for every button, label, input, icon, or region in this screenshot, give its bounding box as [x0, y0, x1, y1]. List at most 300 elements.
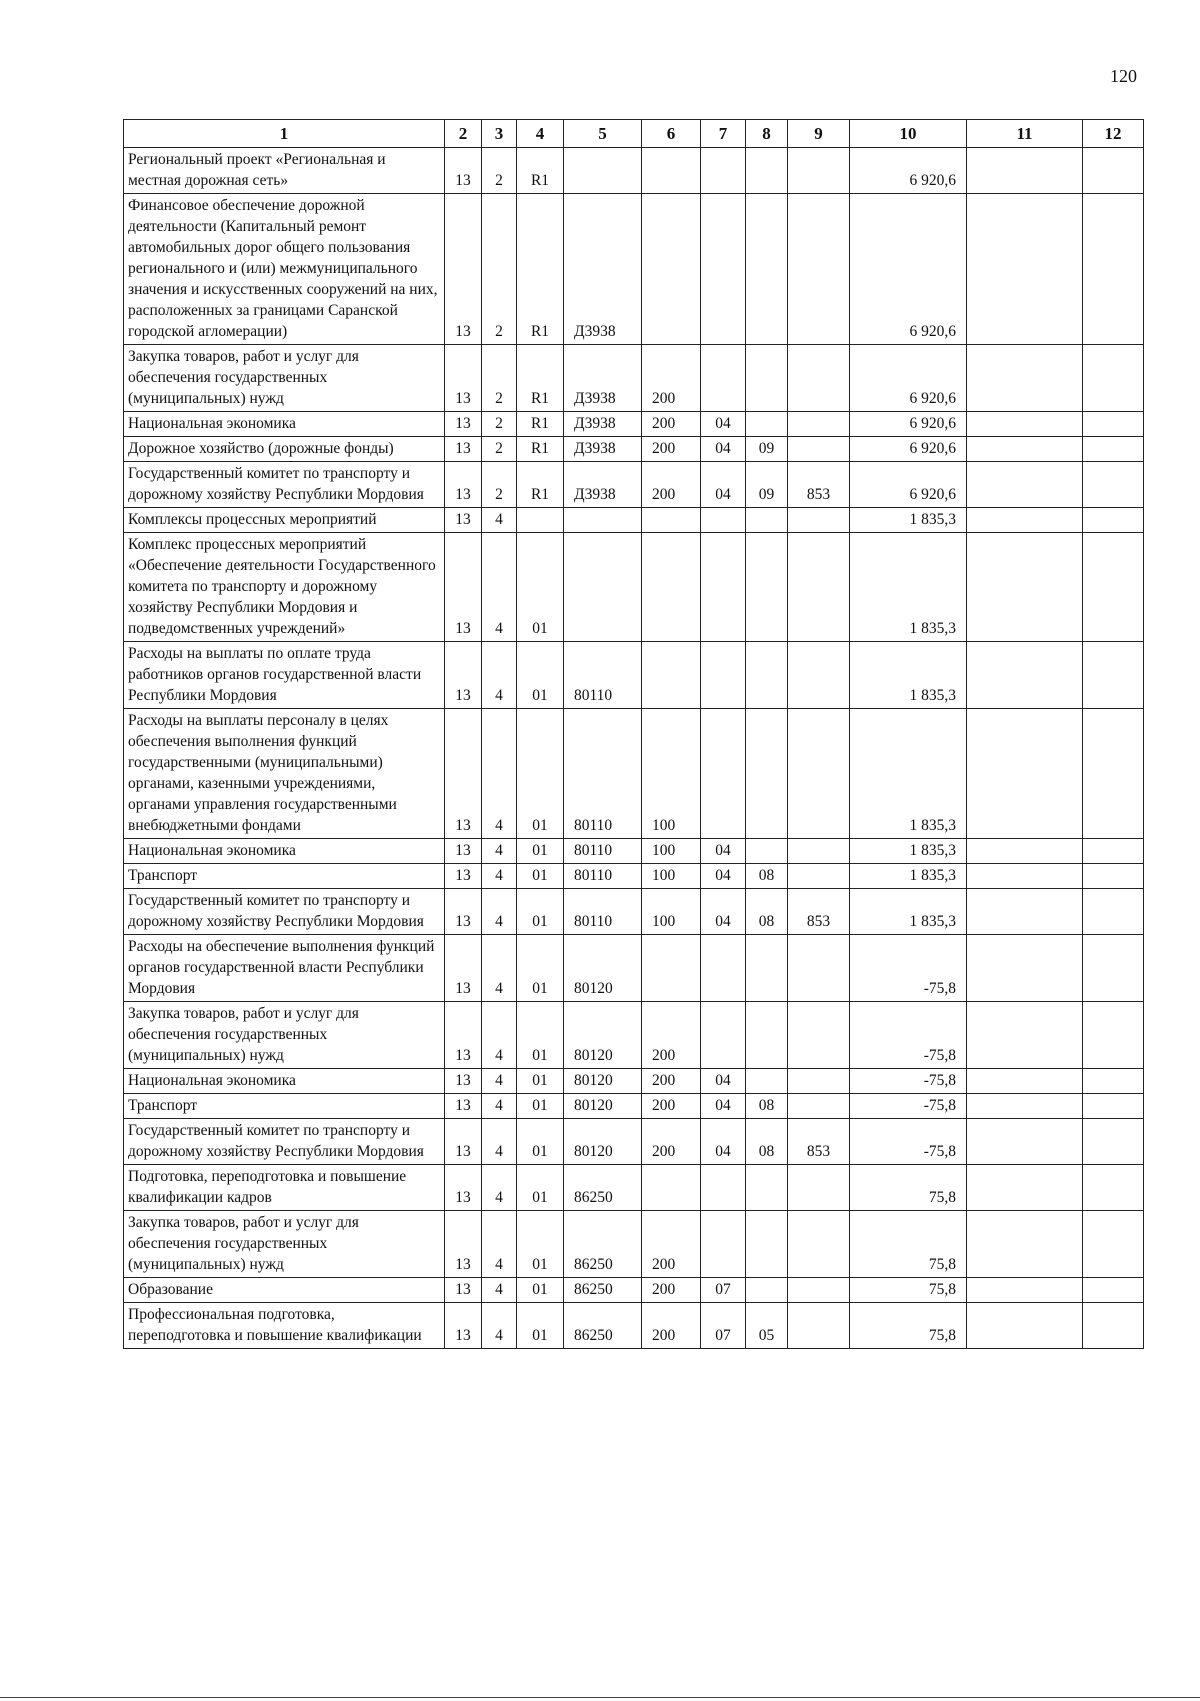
code-6-cell: 100	[642, 709, 701, 839]
code-6-cell	[642, 1165, 701, 1211]
item-name-cell: Подготовка, переподготовка и повышение квалификации кадров	[124, 1165, 445, 1211]
code-3-cell: 4	[482, 1278, 517, 1303]
item-name-cell: Профессиональная подготовка, переподготовка и повышение квалификации	[124, 1303, 445, 1349]
code-2-cell: 13	[445, 935, 482, 1002]
code-9-cell	[788, 533, 850, 642]
code-7-cell	[701, 148, 746, 194]
code-3-cell: 4	[482, 508, 517, 533]
amount-12-cell	[1083, 1094, 1144, 1119]
code-8-cell	[746, 1211, 788, 1278]
code-6-cell: 100	[642, 864, 701, 889]
amount-11-cell	[967, 148, 1083, 194]
table-row	[124, 194, 1144, 345]
code-8-cell: 08	[746, 864, 788, 889]
table-row	[124, 839, 1144, 864]
code-4-cell: 01	[517, 1278, 564, 1303]
code-4-cell: 01	[517, 642, 564, 709]
code-9-cell	[788, 864, 850, 889]
amount-11-cell	[967, 864, 1083, 889]
code-6-cell: 200	[642, 1211, 701, 1278]
code-2-cell: 13	[445, 437, 482, 462]
header-row	[124, 120, 1144, 148]
code-9-cell	[788, 1303, 850, 1349]
code-8-cell: 09	[746, 437, 788, 462]
code-5-cell: 86250	[564, 1211, 642, 1278]
code-9-cell	[788, 1165, 850, 1211]
item-name-cell: Государственный комитет по транспорту и дорожному хозяйству Республики Мордовия	[124, 1119, 445, 1165]
code-8-cell	[746, 194, 788, 345]
code-7-cell	[701, 345, 746, 412]
code-3-cell: 4	[482, 864, 517, 889]
amount-11-cell	[967, 1278, 1083, 1303]
amount-12-cell	[1083, 412, 1144, 437]
code-6-cell: 200	[642, 1002, 701, 1069]
amount-11-cell	[967, 1211, 1083, 1278]
code-3-cell: 4	[482, 1069, 517, 1094]
amount-10-cell: 6 920,6	[850, 412, 967, 437]
code-2-cell: 13	[445, 1303, 482, 1349]
code-9-cell	[788, 412, 850, 437]
item-name-cell: Финансовое обеспечение дорожной деятельности (Капитальный ремонт автомобильных дорог общего пользования регионального и (или) межмуниципального значения и искусственных сооружений на них, расположенных за границами Саранской городской агломерации)	[124, 194, 445, 345]
amount-11-cell	[967, 345, 1083, 412]
code-4-cell: 01	[517, 1303, 564, 1349]
item-name-cell: Транспорт	[124, 1094, 445, 1119]
table-row	[124, 1211, 1144, 1278]
table-row	[124, 889, 1144, 935]
code-3-cell: 4	[482, 1303, 517, 1349]
amount-12-cell	[1083, 148, 1144, 194]
code-3-cell: 4	[482, 1211, 517, 1278]
amount-11-cell	[967, 533, 1083, 642]
code-7-cell: 04	[701, 412, 746, 437]
header-cell: 5	[564, 120, 642, 148]
code-3-cell: 4	[482, 1165, 517, 1211]
code-5-cell: 80120	[564, 935, 642, 1002]
code-9-cell	[788, 437, 850, 462]
amount-11-cell	[967, 709, 1083, 839]
code-8-cell	[746, 412, 788, 437]
code-2-cell: 13	[445, 1278, 482, 1303]
code-7-cell	[701, 194, 746, 345]
code-6-cell: 200	[642, 1119, 701, 1165]
page-number: 120	[1110, 66, 1137, 86]
table-row	[124, 1278, 1144, 1303]
code-9-cell	[788, 642, 850, 709]
amount-11-cell	[967, 437, 1083, 462]
code-6-cell: 200	[642, 412, 701, 437]
code-2-cell: 13	[445, 1002, 482, 1069]
code-8-cell	[746, 709, 788, 839]
amount-12-cell	[1083, 935, 1144, 1002]
item-name-cell: Расходы на обеспечение выполнения функций органов государственной власти Республики Мордовия	[124, 935, 445, 1002]
code-8-cell: 05	[746, 1303, 788, 1349]
amount-11-cell	[967, 1002, 1083, 1069]
code-5-cell: 80110	[564, 839, 642, 864]
code-5-cell: 80120	[564, 1119, 642, 1165]
table-row	[124, 1119, 1144, 1165]
code-8-cell	[746, 508, 788, 533]
code-9-cell	[788, 508, 850, 533]
amount-12-cell	[1083, 839, 1144, 864]
code-3-cell: 2	[482, 412, 517, 437]
code-2-cell: 13	[445, 533, 482, 642]
table-row	[124, 1002, 1144, 1069]
header-cell: 12	[1083, 120, 1144, 148]
code-4-cell: 01	[517, 709, 564, 839]
code-5-cell: Д3938	[564, 412, 642, 437]
code-7-cell: 04	[701, 1094, 746, 1119]
code-4-cell: 01	[517, 1211, 564, 1278]
code-3-cell: 2	[482, 345, 517, 412]
amount-11-cell	[967, 1119, 1083, 1165]
code-5-cell: 80110	[564, 709, 642, 839]
code-2-cell: 13	[445, 839, 482, 864]
amount-10-cell: 75,8	[850, 1303, 967, 1349]
amount-12-cell	[1083, 345, 1144, 412]
item-name-cell: Расходы на выплаты по оплате труда работников органов государственной власти Республики Мордовия	[124, 642, 445, 709]
code-5-cell: 80120	[564, 1094, 642, 1119]
amount-11-cell	[967, 889, 1083, 935]
item-name-cell: Национальная экономика	[124, 839, 445, 864]
header-cell: 4	[517, 120, 564, 148]
code-5-cell	[564, 508, 642, 533]
code-7-cell: 04	[701, 889, 746, 935]
code-8-cell	[746, 1002, 788, 1069]
amount-12-cell	[1083, 709, 1144, 839]
code-4-cell: 01	[517, 1119, 564, 1165]
amount-12-cell	[1083, 642, 1144, 709]
item-name-cell: Дорожное хозяйство (дорожные фонды)	[124, 437, 445, 462]
code-5-cell: 80120	[564, 1069, 642, 1094]
code-9-cell	[788, 148, 850, 194]
code-6-cell: 200	[642, 462, 701, 508]
item-name-cell: Закупка товаров, работ и услуг для обеспечения государственных (муниципальных) нужд	[124, 1211, 445, 1278]
amount-11-cell	[967, 1165, 1083, 1211]
amount-10-cell: 1 835,3	[850, 533, 967, 642]
amount-11-cell	[967, 935, 1083, 1002]
item-name-cell: Комплексы процессных мероприятий	[124, 508, 445, 533]
code-8-cell	[746, 533, 788, 642]
item-name-cell: Государственный комитет по транспорту и дорожному хозяйству Республики Мордовия	[124, 889, 445, 935]
amount-11-cell	[967, 462, 1083, 508]
amount-10-cell: 1 835,3	[850, 839, 967, 864]
header-cell: 9	[788, 120, 850, 148]
code-7-cell	[701, 1002, 746, 1069]
table-row	[124, 345, 1144, 412]
code-6-cell	[642, 194, 701, 345]
code-5-cell: 80110	[564, 864, 642, 889]
code-9-cell: 853	[788, 462, 850, 508]
code-3-cell: 4	[482, 642, 517, 709]
code-3-cell: 4	[482, 889, 517, 935]
code-8-cell	[746, 839, 788, 864]
code-7-cell: 04	[701, 1119, 746, 1165]
code-7-cell: 04	[701, 839, 746, 864]
code-3-cell: 4	[482, 533, 517, 642]
code-2-cell: 13	[445, 642, 482, 709]
code-6-cell	[642, 508, 701, 533]
amount-12-cell	[1083, 1165, 1144, 1211]
code-7-cell: 04	[701, 462, 746, 508]
item-name-cell: Образование	[124, 1278, 445, 1303]
code-9-cell	[788, 935, 850, 1002]
code-9-cell	[788, 1211, 850, 1278]
code-8-cell	[746, 935, 788, 1002]
table-row	[124, 1165, 1144, 1211]
table-row	[124, 642, 1144, 709]
code-2-cell: 13	[445, 1165, 482, 1211]
amount-12-cell	[1083, 1069, 1144, 1094]
item-name-cell: Национальная экономика	[124, 412, 445, 437]
header-cell: 3	[482, 120, 517, 148]
code-5-cell: 86250	[564, 1165, 642, 1211]
code-3-cell: 4	[482, 1119, 517, 1165]
table-row	[124, 508, 1144, 533]
code-6-cell: 200	[642, 1069, 701, 1094]
code-4-cell: 01	[517, 935, 564, 1002]
code-3-cell: 2	[482, 148, 517, 194]
item-name-cell: Закупка товаров, работ и услуг для обеспечения государственных (муниципальных) нужд	[124, 345, 445, 412]
amount-11-cell	[967, 1303, 1083, 1349]
amount-10-cell: -75,8	[850, 1002, 967, 1069]
code-4-cell: 01	[517, 1165, 564, 1211]
code-2-cell: 13	[445, 1211, 482, 1278]
code-2-cell: 13	[445, 709, 482, 839]
code-3-cell: 4	[482, 935, 517, 1002]
code-4-cell: 01	[517, 1094, 564, 1119]
amount-11-cell	[967, 194, 1083, 345]
code-4-cell: R1	[517, 148, 564, 194]
code-9-cell	[788, 1002, 850, 1069]
code-8-cell	[746, 642, 788, 709]
amount-10-cell: 75,8	[850, 1278, 967, 1303]
table-row	[124, 709, 1144, 839]
code-4-cell: 01	[517, 864, 564, 889]
item-name-cell: Региональный проект «Региональная и местная дорожная сеть»	[124, 148, 445, 194]
code-8-cell: 08	[746, 1119, 788, 1165]
code-2-cell: 13	[445, 194, 482, 345]
code-7-cell	[701, 709, 746, 839]
amount-11-cell	[967, 839, 1083, 864]
amount-10-cell: 75,8	[850, 1165, 967, 1211]
code-6-cell	[642, 148, 701, 194]
code-6-cell	[642, 642, 701, 709]
code-7-cell	[701, 642, 746, 709]
code-2-cell: 13	[445, 412, 482, 437]
code-8-cell	[746, 1069, 788, 1094]
code-8-cell	[746, 148, 788, 194]
table-row	[124, 1069, 1144, 1094]
code-4-cell: R1	[517, 345, 564, 412]
code-9-cell	[788, 709, 850, 839]
code-8-cell: 09	[746, 462, 788, 508]
code-8-cell	[746, 1278, 788, 1303]
code-2-cell: 13	[445, 1069, 482, 1094]
amount-12-cell	[1083, 1211, 1144, 1278]
code-5-cell: Д3938	[564, 194, 642, 345]
code-5-cell: 86250	[564, 1278, 642, 1303]
amount-12-cell	[1083, 462, 1144, 508]
item-name-cell: Комплекс процессных мероприятий «Обеспечение деятельности Государственного комитета по транспорту и дорожному хозяйству Республики Мордовия и подведомственных учреждений»	[124, 533, 445, 642]
code-7-cell: 04	[701, 864, 746, 889]
header-cell: 2	[445, 120, 482, 148]
code-5-cell: Д3938	[564, 437, 642, 462]
code-4-cell: 01	[517, 1069, 564, 1094]
amount-12-cell	[1083, 1119, 1144, 1165]
code-6-cell: 200	[642, 437, 701, 462]
amount-10-cell: -75,8	[850, 1119, 967, 1165]
scan-edge-line	[0, 1697, 1200, 1698]
code-4-cell	[517, 508, 564, 533]
code-5-cell: 80110	[564, 642, 642, 709]
code-4-cell: 01	[517, 839, 564, 864]
code-4-cell: 01	[517, 1002, 564, 1069]
code-4-cell: 01	[517, 889, 564, 935]
code-7-cell	[701, 935, 746, 1002]
code-9-cell	[788, 1094, 850, 1119]
code-5-cell	[564, 533, 642, 642]
header-cell: 6	[642, 120, 701, 148]
amount-10-cell: 1 835,3	[850, 508, 967, 533]
amount-10-cell: 1 835,3	[850, 889, 967, 935]
code-9-cell	[788, 194, 850, 345]
amount-10-cell: 1 835,3	[850, 864, 967, 889]
item-name-cell: Закупка товаров, работ и услуг для обеспечения государственных (муниципальных) нужд	[124, 1002, 445, 1069]
amount-10-cell: 1 835,3	[850, 642, 967, 709]
code-5-cell: Д3938	[564, 345, 642, 412]
code-8-cell: 08	[746, 889, 788, 935]
code-9-cell: 853	[788, 889, 850, 935]
table-row	[124, 1094, 1144, 1119]
amount-12-cell	[1083, 889, 1144, 935]
code-9-cell	[788, 1069, 850, 1094]
code-2-cell: 13	[445, 1094, 482, 1119]
amount-11-cell	[967, 642, 1083, 709]
code-6-cell: 200	[642, 1094, 701, 1119]
table-row	[124, 935, 1144, 1002]
code-9-cell	[788, 345, 850, 412]
budget-table	[123, 119, 1144, 1349]
code-4-cell: 01	[517, 533, 564, 642]
code-6-cell	[642, 533, 701, 642]
code-5-cell: 80110	[564, 889, 642, 935]
code-7-cell	[701, 533, 746, 642]
code-6-cell: 200	[642, 1278, 701, 1303]
table-row	[124, 864, 1144, 889]
code-3-cell: 2	[482, 194, 517, 345]
table-row	[124, 412, 1144, 437]
amount-10-cell: -75,8	[850, 1069, 967, 1094]
table-row	[124, 1303, 1144, 1349]
code-9-cell: 853	[788, 1119, 850, 1165]
code-5-cell	[564, 148, 642, 194]
item-name-cell: Национальная экономика	[124, 1069, 445, 1094]
amount-11-cell	[967, 1094, 1083, 1119]
code-4-cell: R1	[517, 437, 564, 462]
amount-12-cell	[1083, 194, 1144, 345]
header-cell: 8	[746, 120, 788, 148]
code-7-cell: 04	[701, 437, 746, 462]
amount-10-cell: 75,8	[850, 1211, 967, 1278]
code-9-cell	[788, 839, 850, 864]
amount-10-cell: 6 920,6	[850, 437, 967, 462]
code-6-cell: 200	[642, 345, 701, 412]
code-5-cell: 80120	[564, 1002, 642, 1069]
amount-10-cell: -75,8	[850, 1094, 967, 1119]
code-7-cell: 04	[701, 1069, 746, 1094]
code-8-cell	[746, 345, 788, 412]
amount-10-cell: 6 920,6	[850, 462, 967, 508]
code-7-cell	[701, 1211, 746, 1278]
item-name-cell: Транспорт	[124, 864, 445, 889]
code-2-cell: 13	[445, 345, 482, 412]
code-6-cell: 200	[642, 1303, 701, 1349]
code-3-cell: 2	[482, 437, 517, 462]
table-row	[124, 533, 1144, 642]
code-2-cell: 13	[445, 889, 482, 935]
code-6-cell: 100	[642, 889, 701, 935]
code-3-cell: 2	[482, 462, 517, 508]
table-body	[124, 148, 1144, 1349]
code-3-cell: 4	[482, 709, 517, 839]
item-name-cell: Расходы на выплаты персоналу в целях обеспечения выполнения функций государственными (муниципальными) органами, казенными учреждениями, органами управления государственными внебюджетными фондами	[124, 709, 445, 839]
amount-12-cell	[1083, 437, 1144, 462]
code-7-cell: 07	[701, 1303, 746, 1349]
code-6-cell	[642, 935, 701, 1002]
header-cell: 7	[701, 120, 746, 148]
code-7-cell	[701, 508, 746, 533]
code-5-cell: 86250	[564, 1303, 642, 1349]
amount-11-cell	[967, 1069, 1083, 1094]
code-7-cell: 07	[701, 1278, 746, 1303]
code-3-cell: 4	[482, 1094, 517, 1119]
code-8-cell	[746, 1165, 788, 1211]
code-4-cell: R1	[517, 194, 564, 345]
code-2-cell: 13	[445, 1119, 482, 1165]
code-6-cell: 100	[642, 839, 701, 864]
code-8-cell: 08	[746, 1094, 788, 1119]
amount-12-cell	[1083, 1002, 1144, 1069]
code-2-cell: 13	[445, 864, 482, 889]
code-2-cell: 13	[445, 148, 482, 194]
amount-12-cell	[1083, 1303, 1144, 1349]
code-2-cell: 13	[445, 462, 482, 508]
header-cell: 10	[850, 120, 967, 148]
header-cell: 1	[124, 120, 445, 148]
amount-10-cell: 1 835,3	[850, 709, 967, 839]
amount-12-cell	[1083, 864, 1144, 889]
amount-10-cell: 6 920,6	[850, 194, 967, 345]
code-3-cell: 4	[482, 839, 517, 864]
table-row	[124, 437, 1144, 462]
amount-10-cell: -75,8	[850, 935, 967, 1002]
table-row	[124, 462, 1144, 508]
code-4-cell: R1	[517, 412, 564, 437]
amount-12-cell	[1083, 533, 1144, 642]
amount-12-cell	[1083, 1278, 1144, 1303]
code-2-cell: 13	[445, 508, 482, 533]
header-cell: 11	[967, 120, 1083, 148]
code-9-cell	[788, 1278, 850, 1303]
amount-11-cell	[967, 412, 1083, 437]
table-row	[124, 148, 1144, 194]
amount-10-cell: 6 920,6	[850, 148, 967, 194]
code-7-cell	[701, 1165, 746, 1211]
amount-12-cell	[1083, 508, 1144, 533]
amount-11-cell	[967, 508, 1083, 533]
code-5-cell: Д3938	[564, 462, 642, 508]
amount-10-cell: 6 920,6	[850, 345, 967, 412]
